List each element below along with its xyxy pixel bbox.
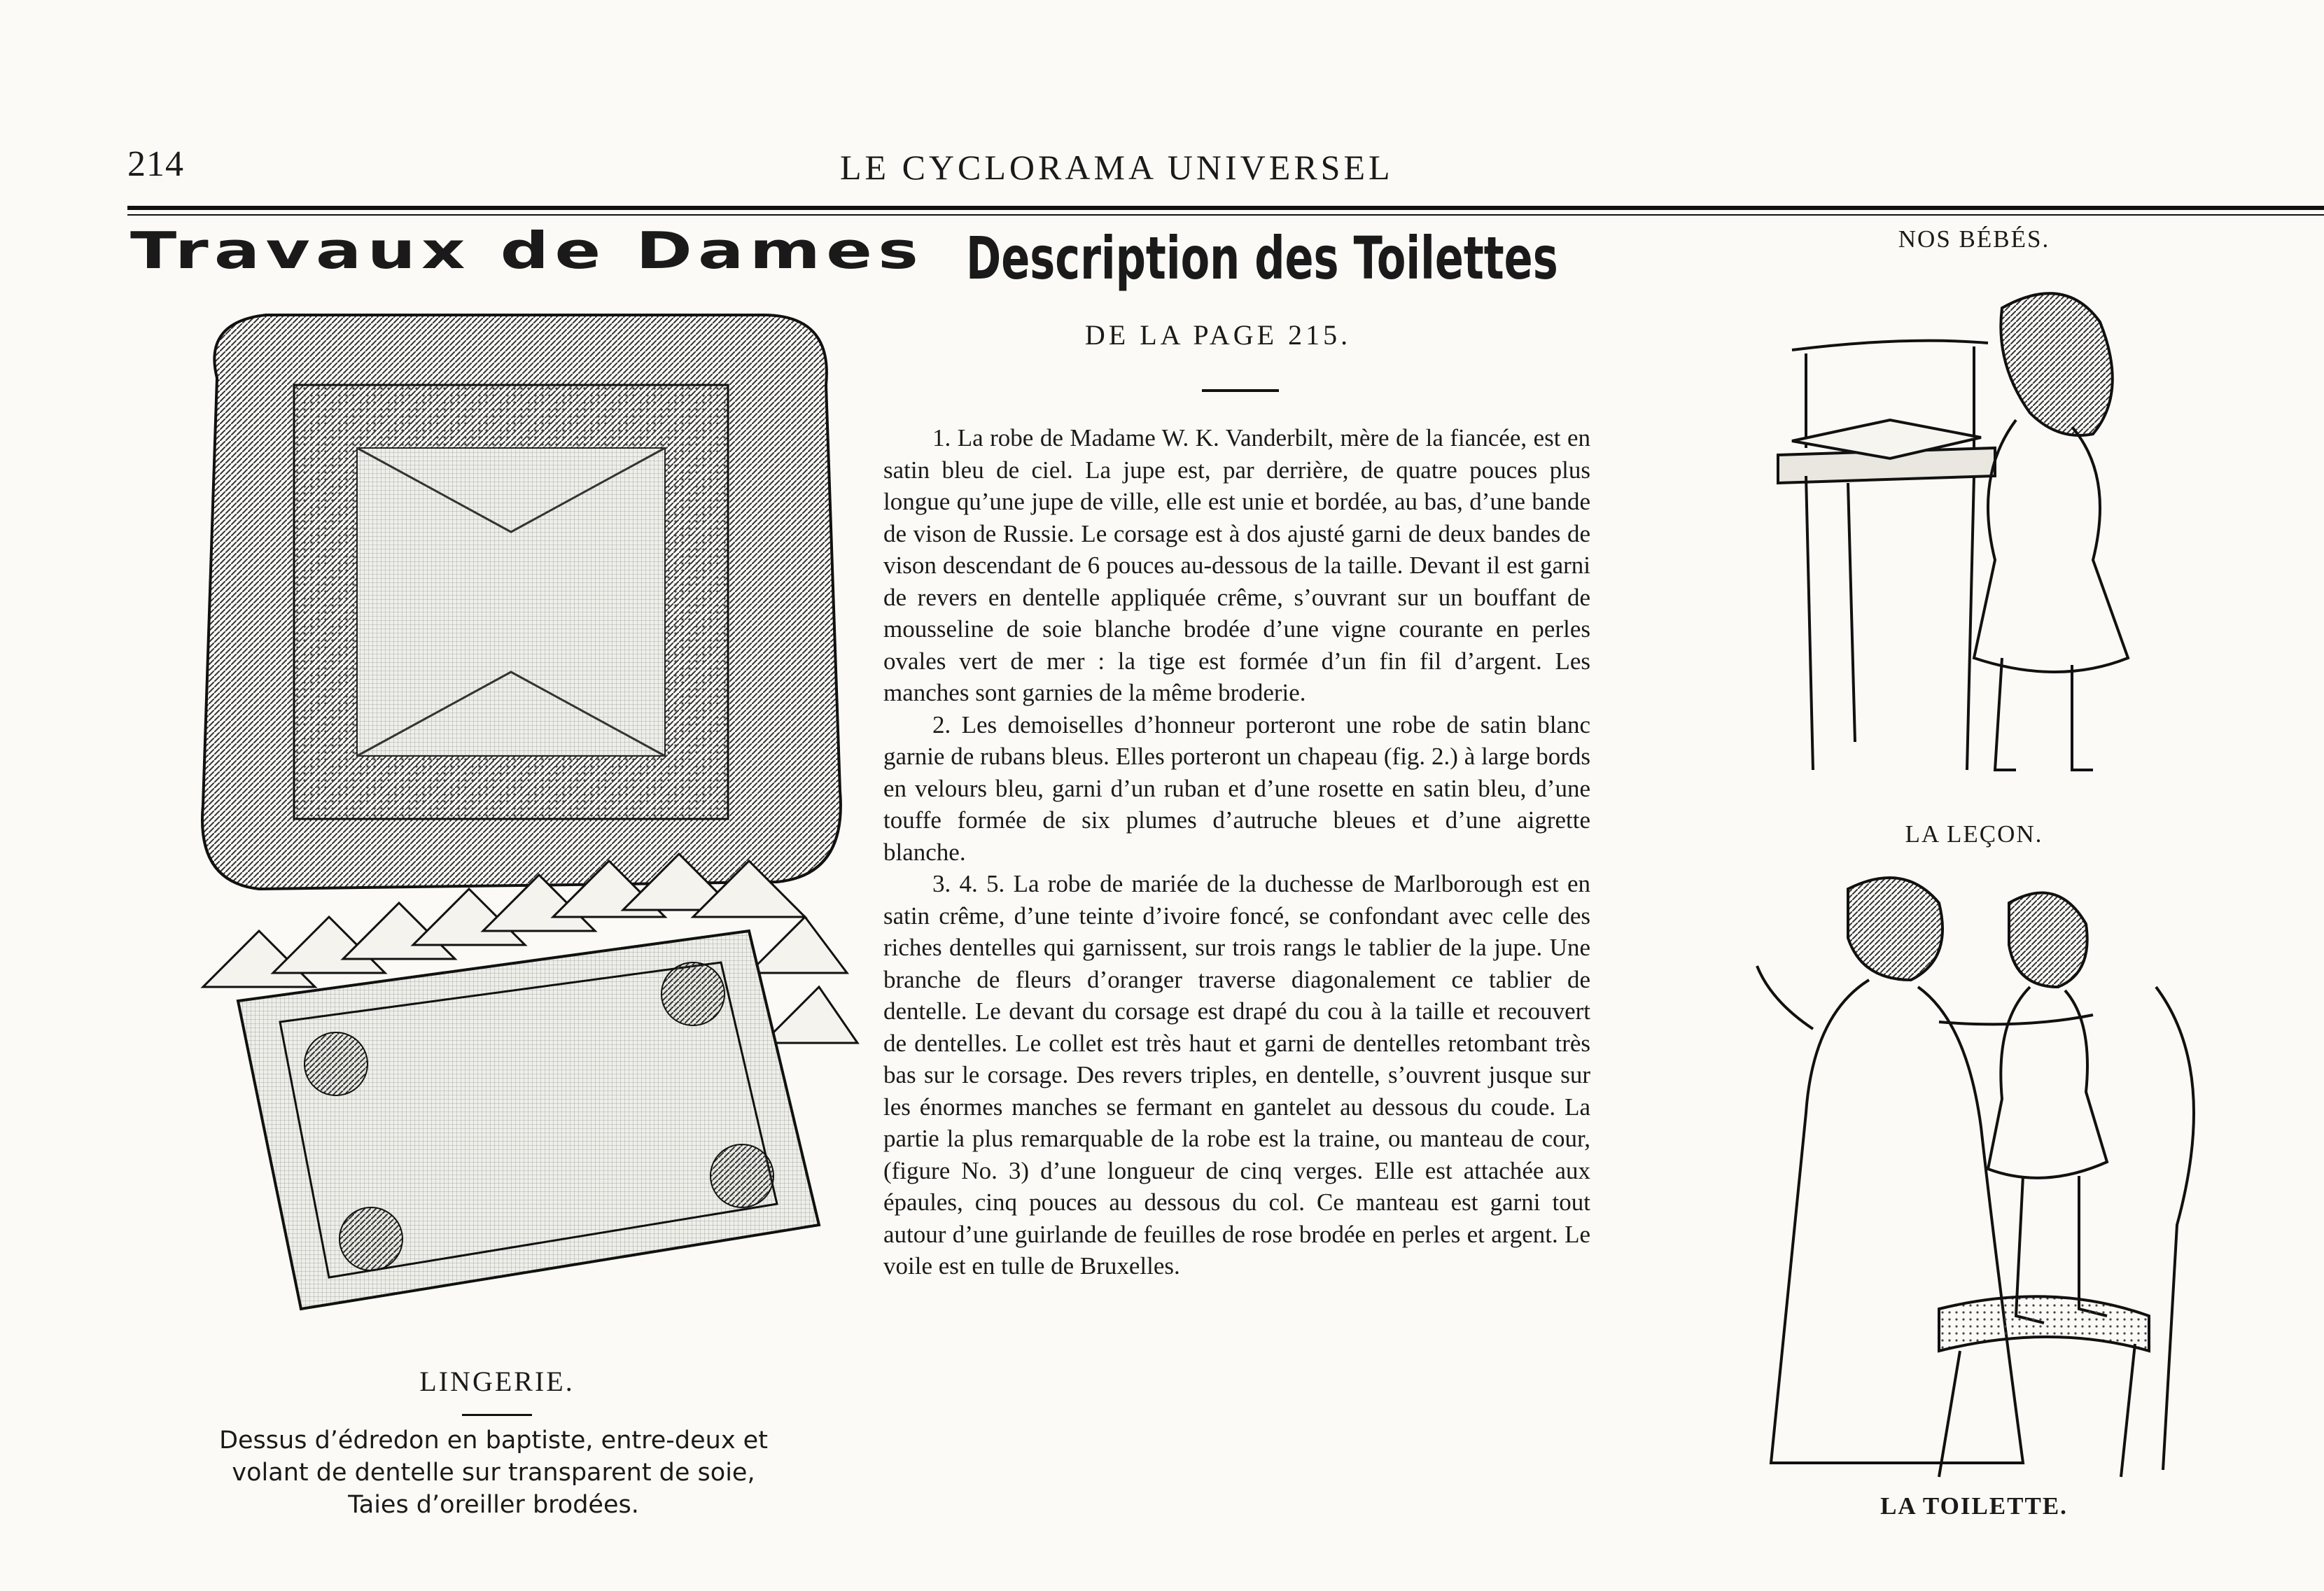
lingerie-description-line: volant de dentelle sur transparent de soie, <box>232 1459 755 1487</box>
section-subtitle: DE LA PAGE 215. <box>1084 319 1352 351</box>
header-rule-thick <box>127 206 2324 210</box>
article-body <box>883 422 1590 1282</box>
section-title-travaux: Travaux de Dames <box>130 221 925 280</box>
page-number: 214 <box>127 144 184 184</box>
section-title-bebes: NOS BÉBÉS. <box>1898 225 2050 253</box>
pillow-and-sheet-lace-illustration <box>175 301 861 1330</box>
article-paragraph: 2. Les demoiselles d’honneur porteront une robe de satin blanc garnie de rubans bleus. Elles porteront un chapeau (fig. 2.) à large bords en velours bleu, garni d’un ruban et d’une rosette en satin bleu, d’une touffe formée de six plumes d’autruche bleues et d’une aigrette blanche. <box>883 710 1590 866</box>
running-title: LE CYCLORAMA UNIVERSEL <box>840 148 1394 187</box>
girl-reading-at-chair-illustration <box>1764 266 2184 826</box>
lingerie-description-line: Dessus d’édredon en baptiste, entre-deux et <box>219 1427 768 1455</box>
article-paragraph: 1. La robe de Madame W. K. Vanderbilt, mère de la fiancée, est en satin bleu de ciel. La jupe est, par derrière, de quatre pouces plus longue qu’une jupe de ville, elle est unie et bordée, au bas, d’une bande de vison de Russie. Le corsage est à dos ajusté garni de deux bandes de vison descendant de 6 pouces au-dessous de la taille. Devant il est garni de revers en dentelle appliquée crême, s’ouvrant sur un bouffant de mousseline de soie blanche brodée d’une vigne courante en perles ovales vert de mer : la tige est formée d’un fin fil d’argent. Les manches sont garnies de la même broderie. <box>883 424 1590 706</box>
article-paragraph: 3. 4. 5. La robe de mariée de la duchesse de Marlborough est en satin crême, d’une teinte d’ivoire foncé, se confondant avec celle des riches dentelles qui garnissent, sur trois rangs le tablier de la jupe. Une branche de fleurs d’oranger traverse diagonalement ce tablier de dentelle. Le devant du corsage est drapé du cou à la taille et recouvert de dentelles. Le collet est très haut et garni de dentelles retombant très bas sur le corsage. Des revers triples, en dentelle, s’ouvrent jusque sur les énormes manches se fermant en gantelet au dessous du coude. La partie la plus remarquable de la robe est la traine, ou manteau de cour, (figure No. 3) d’une longueur de cinq verges. Elle est attachée aux épaules, cinq pouces au dessous du col. Ce manteau est garni tout autour d’une guirlande de feuilles de rose brodée en perles et argent. Le voile est en tulle de Bruxelles. <box>883 870 1590 1280</box>
mother-dressing-child-illustration <box>1729 861 2233 1491</box>
lecon-caption: LA LEÇON. <box>1905 820 2043 848</box>
section-title-description: Description des Toilettes <box>966 224 1558 293</box>
subtitle-rule <box>1202 389 1279 392</box>
lingerie-description <box>168 1424 819 1521</box>
toilette-caption: LA TOILETTE. <box>1880 1492 2068 1520</box>
header-rule-thin <box>127 214 2324 216</box>
lingerie-description-line: Taies d’oreiller brodées. <box>348 1491 639 1519</box>
lingerie-caption: LINGERIE. <box>419 1366 575 1397</box>
lingerie-caption-rule <box>462 1414 532 1416</box>
